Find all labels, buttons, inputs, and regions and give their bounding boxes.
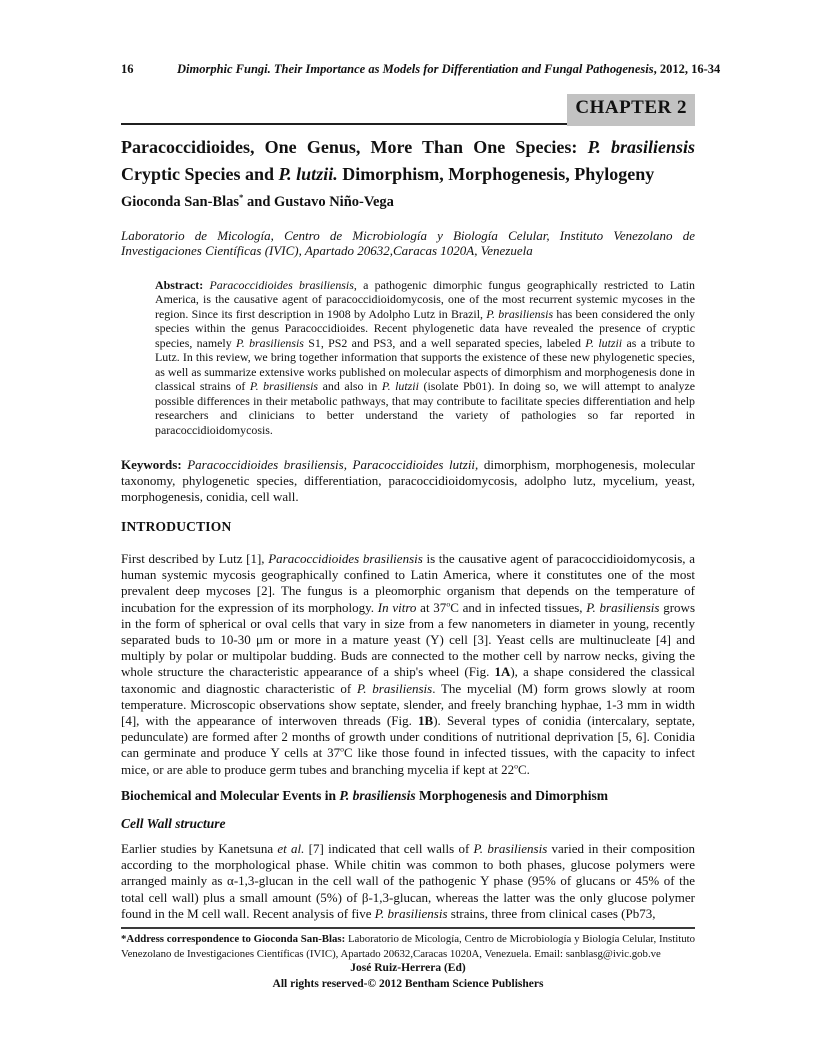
introduction-paragraph: First described by Lutz [1], Paracoccidioides brasiliensis is the causative agent of paracoccidioidomycosis, a human systemic mycosis geographically confined to Latin America, where it constitutes one of the most prevalent deep mycoses [2]. The fungus is a pleomorphic organism that depends on the temperature of incubation for the expression of its morphology. In vitro at 37$^o$C and in infected tissues, P. brasiliensis grows in the form of spherical or oval cells that vary in size from a few nanometers in diameter in young, recently separated buds to 10-30 μm or more in a mature yeast (Y) cell [3]. Yeast cells are multinucleate [4] and multiply by polar or multipolar budding. Buds are connected to the mother cell by narrow necks, giving the whole structure the characteristic appearance of a ship's wheel (Fig. 1A), a shape considered the classical taxonomic and diagnostic characteristic of P. brasiliensis. The mycelial (M) form grows slowly at room temperature. Microscopic observations show septate, slender, and freely branching hyphae, 1-3 mm in width [4], with the appearance of interwoven threads (Fig. 1B). Several types of conidia (intercalary, septate, pedunculate) are formed after 2 months of growth under conditions of nutritional deprivation [5, 6]. Conidia can germinate and produce Y cells at 37$^o$C like those found in infected tissues, with the capacity to infect mice, or are able to produce germ tubes and branching mycelia if kept at 22$^o$C. bbox=[121, 551, 696, 777]
editor-line: José Ruiz-Herrera (Ed) bbox=[350, 962, 466, 974]
subsection-heading-cell-wall: Cell Wall structure bbox=[121, 816, 226, 831]
abstract-paragraph: Abstract: Paracoccidioides brasiliensis, a pathogenic dimorphic fungus geographically restricted to Latin America, is the causative agent of paracoccidioidomycosis, one of the most recurrent systemic mycoses in the region. Since its first description in 1908 by Adolpho Lutz in Brazil, P. brasiliensis has been considered the only species within the genus Paracoccidioides. Recent phylogenetic data have revealed the presence of cryptic species, namely P. brasiliensis S1, PS2 and PS3, and a well separated species, labeled P. lutzii as a tribute to Lutz. In this review, we bring together information that supports the existence of these new phylogenetic species, as well as summarize extensive works published on molecular aspects of dimorphism and morphogenesis done in classical strains of P. brasiliensis and also in P. lutzii (isolate Pb01). In doing so, we will attempt to analyze possible differences in their metabolic pathways, that may contribute to facilitate species differentiation and help researchers and clinicians to better understand the variety of pathologies so far reported in paracoccidioidomycosis. bbox=[155, 278, 696, 437]
page-header bbox=[121, 62, 721, 77]
running-title: Dimorphic Fungi. Their Importance as Models for Differentiation and Fungal Pathogenesis, 2012, 16-34 bbox=[177, 62, 721, 76]
chapter-header bbox=[121, 94, 695, 128]
publisher-block bbox=[121, 961, 695, 992]
article-title: Paracoccidioides, One Genus, More Than One Species: P. brasiliensis Cryptic Species and P. lutzii. Dimorphism, Morphogenesis, Phylogeny bbox=[121, 137, 695, 184]
cell-wall-paragraph: Earlier studies by Kanetsuna et al. [7] indicated that cell walls of P. brasiliensis varied in their composition according to the morphological phase. While chitin was common to both phases, glucose polymers were arranged mainly as α-1,3-glucan in the cell wall of the pathogenic Y phase (95% of glucans or 45% of the total cell wall) plus a small amount (5%) of β-1,3-glucan, whereas the latter was the only glucose polymer found in the M cell wall. Recent analysis of five P. brasiliensis strains, three from clinical cases (Pb73, bbox=[121, 841, 696, 921]
keywords-paragraph: Keywords: Paracoccidioides brasiliensis, Paracoccidioides lutzii, dimorphism, morphogenesis, molecular taxonomy, phylogenetic species, differentiation, paracoccidioidomycosis, adolpho lutz, mycelium, yeast, morphogenesis, conidia, cell wall. bbox=[121, 457, 695, 504]
section-heading-introduction: INTRODUCTION bbox=[121, 519, 232, 534]
rights-line: All rights reserved-© 2012 Bentham Science Publishers bbox=[272, 977, 544, 990]
affiliation: Laboratorio de Micología, Centro de Microbiología y Biología Celular, Instituto Venezolano de Investigaciones Científicas (IVIC), Apartado 20632,Caracas 1020A, Venezuela bbox=[121, 228, 695, 258]
footnote-rule bbox=[121, 927, 695, 929]
correspondence-footnote: *Address correspondence to Gioconda San-Blas: Laboratorio de Micología, Centro de Microbiología y Biología Celular, Instituto Venezolano de Investigaciones Científicas (IVIC), Apartado 20632,Caracas 1020A, Venezuela. Email: sanblasg@ivic.gob.ve bbox=[121, 933, 696, 960]
authors-line: Gioconda San-Blas* and Gustavo Niño-Vega bbox=[121, 192, 394, 210]
chapter-badge: CHAPTER 2 bbox=[567, 94, 695, 126]
page-number: 16 bbox=[121, 62, 134, 76]
section-heading-biochemical: Biochemical and Molecular Events in P. brasiliensis Morphogenesis and Dimorphism bbox=[121, 788, 609, 803]
